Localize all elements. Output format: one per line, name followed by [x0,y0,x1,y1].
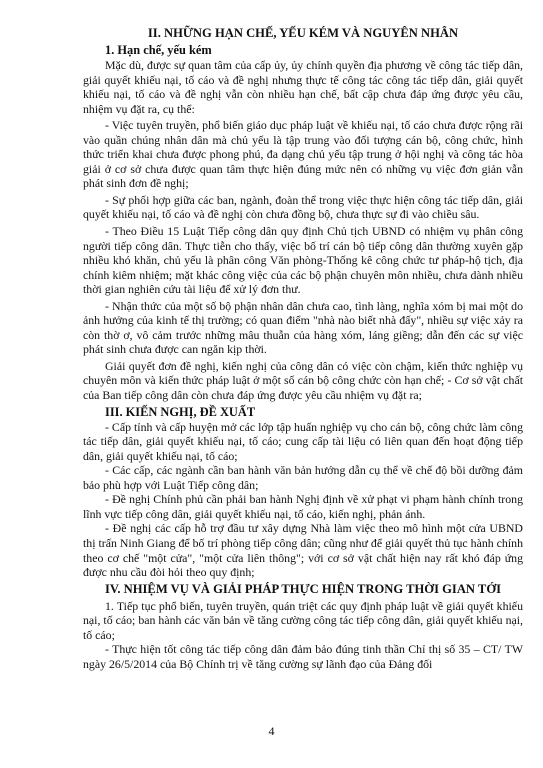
paragraph: - Sự phối hợp giữa các ban, ngành, đoàn thể trong việc thực hiện công tác tiếp dân, giải quyết khiếu nại, tố cáo và đề nghị còn chưa đồng bộ, chưa thực sự đi vào chiều sâu. [83,192,523,222]
paragraph: - Theo Điều 15 Luật Tiếp công dân quy định Chủ tịch UBND có nhiệm vụ phân công người tiếp công dân. Thực tiễn cho thấy, việc bố trí cán bộ tiếp công dân thường xuyên gặp nhiều khó khăn, chủ yếu là phân công Văn phòng-Thống kê công chức tư pháp-hộ tịch, địa chính kiêm nhiệm; mặt khác công việc của các bộ phận chuyên môn nhiều, chưa dành nhiều thời gian nghiên cứu tài liệu để xử lý đơn thư. [83,224,523,297]
paragraph: - Cấp tỉnh và cấp huyện mở các lớp tập huấn nghiệp vụ cho cán bộ, công chức làm công tác tiếp dân, giải quyết khiếu nại, tố cáo; cung cấp tài liệu có liên quan đến hoạt động tiếp dân, giải quyết khiếu nại, tố cáo; [83,419,523,463]
paragraph: 1. Tiếp tục phổ biến, tuyên truyền, quán triệt các quy định pháp luật về giải quyết khiếu nại, tố cáo; ban hành các văn bản về tăng cường công tác tiếp công dân, giải quyết khiếu nại, tố cáo; [83,598,523,642]
document-body [83,26,523,671]
paragraph: - Nhận thức của một số bộ phận nhân dân chưa cao, tình làng, nghĩa xóm bị mai một do ảnh hưởng của kinh tế thị trường; có quan điểm "nhà nào biết nhà đấy", nhiều sự việc xảy ra còn thờ ơ, vô cảm trước những mâu thuẫn của hàng xóm, láng giềng; dẫn đến các sự việc phát sinh chưa được can ngăn kịp thời. [83,298,523,357]
section-heading-tasks: IV. NHIỆM VỤ VÀ GIẢI PHÁP THỰC HIỆN TRONG THỜI GIAN TỚI [104,581,502,596]
paragraph: - Đề nghị Chính phủ cần phải ban hành Nghị định về xử phạt vi phạm hành chính trong lĩnh vực tiếp công dân, giải quyết khiếu nại, tố cáo, kiến nghị, phản ánh. [83,492,523,521]
section-heading-limitations: II. NHỮNG HẠN CHẾ, YẾU KÉM VÀ NGUYÊN NHÂN [147,26,459,40]
paragraph: - Các cấp, các ngành cần ban hành văn bản hướng dẫn cụ thể về chế độ bồi dưỡng đảm bảo phù hợp với Luật Tiếp công dân; [83,463,523,492]
section-heading-recommendations: III. KIẾN NGHỊ, ĐỀ XUẤT [105,404,256,419]
paragraph: Mặc dù, được sự quan tâm của cấp ủy, ủy chính quyền địa phương về công tác tiếp dân, giải quyết khiếu nại, tố cáo và đề nghị nhưng thực tế công tác công tác tiếp dân, giải quyết khiếu nại, tố cáo và đề nghị vẫn còn nhiều hạn chế, bất cập chưa đáp ứng được yêu cầu, nhiệm vụ đặt ra, cụ thể: [83,58,523,116]
paragraph: - Việc tuyên truyền, phổ biến giáo dục pháp luật về khiếu nại, tố cáo chưa được rộng rãi vào quần chúng nhân dân mà chủ yếu là tập trung vào đối tượng cán bộ, công chức, hình thức triển khai chưa được phong phú, đa dạng chủ yếu tập trung ở hội nghị và công tác hòa giải ở cơ sở chưa được quan tâm thực hiện đúng mức nên có những vụ việc đơn giản vẫn phát sinh đơn đề nghị; [83,118,523,191]
paragraph: Giải quyết đơn đề nghị, kiến nghị của công dân có việc còn chậm, kiến thức nghiệp vụ chuyên môn và kiến thức pháp luật ở một số cán bộ công chức còn hạn chế; - Cơ sở vật chất của Ban tiếp công dân còn chưa đáp ứng được yêu cầu nhiệm vụ đặt ra; [83,358,523,403]
page-number: 4 [268,724,275,738]
paragraph: - Đề nghị các cấp hỗ trợ đầu tư xây dựng Nhà làm việc theo mô hình một cửa UBND thị trấn Ninh Giang để bố trí phòng tiếp công dân; cũng như để giải quyết thủ tục hành chính theo cơ chế "một cửa", "một cửa liên thông"; với cơ sở vật chất hiện nay rất khó đáp ứng được nhu cầu đòi hỏi theo quy định; [83,521,523,580]
subheading-limitations: 1. Hạn chế, yếu kém [105,43,212,57]
paragraph: - Thực hiện tốt công tác tiếp công dân đảm bảo đúng tinh thần Chỉ thị số 35 – CT/ TW ngày 26/5/2014 của Bộ Chính trị về tăng cường sự lãnh đạo của Đảng đối [83,642,523,671]
